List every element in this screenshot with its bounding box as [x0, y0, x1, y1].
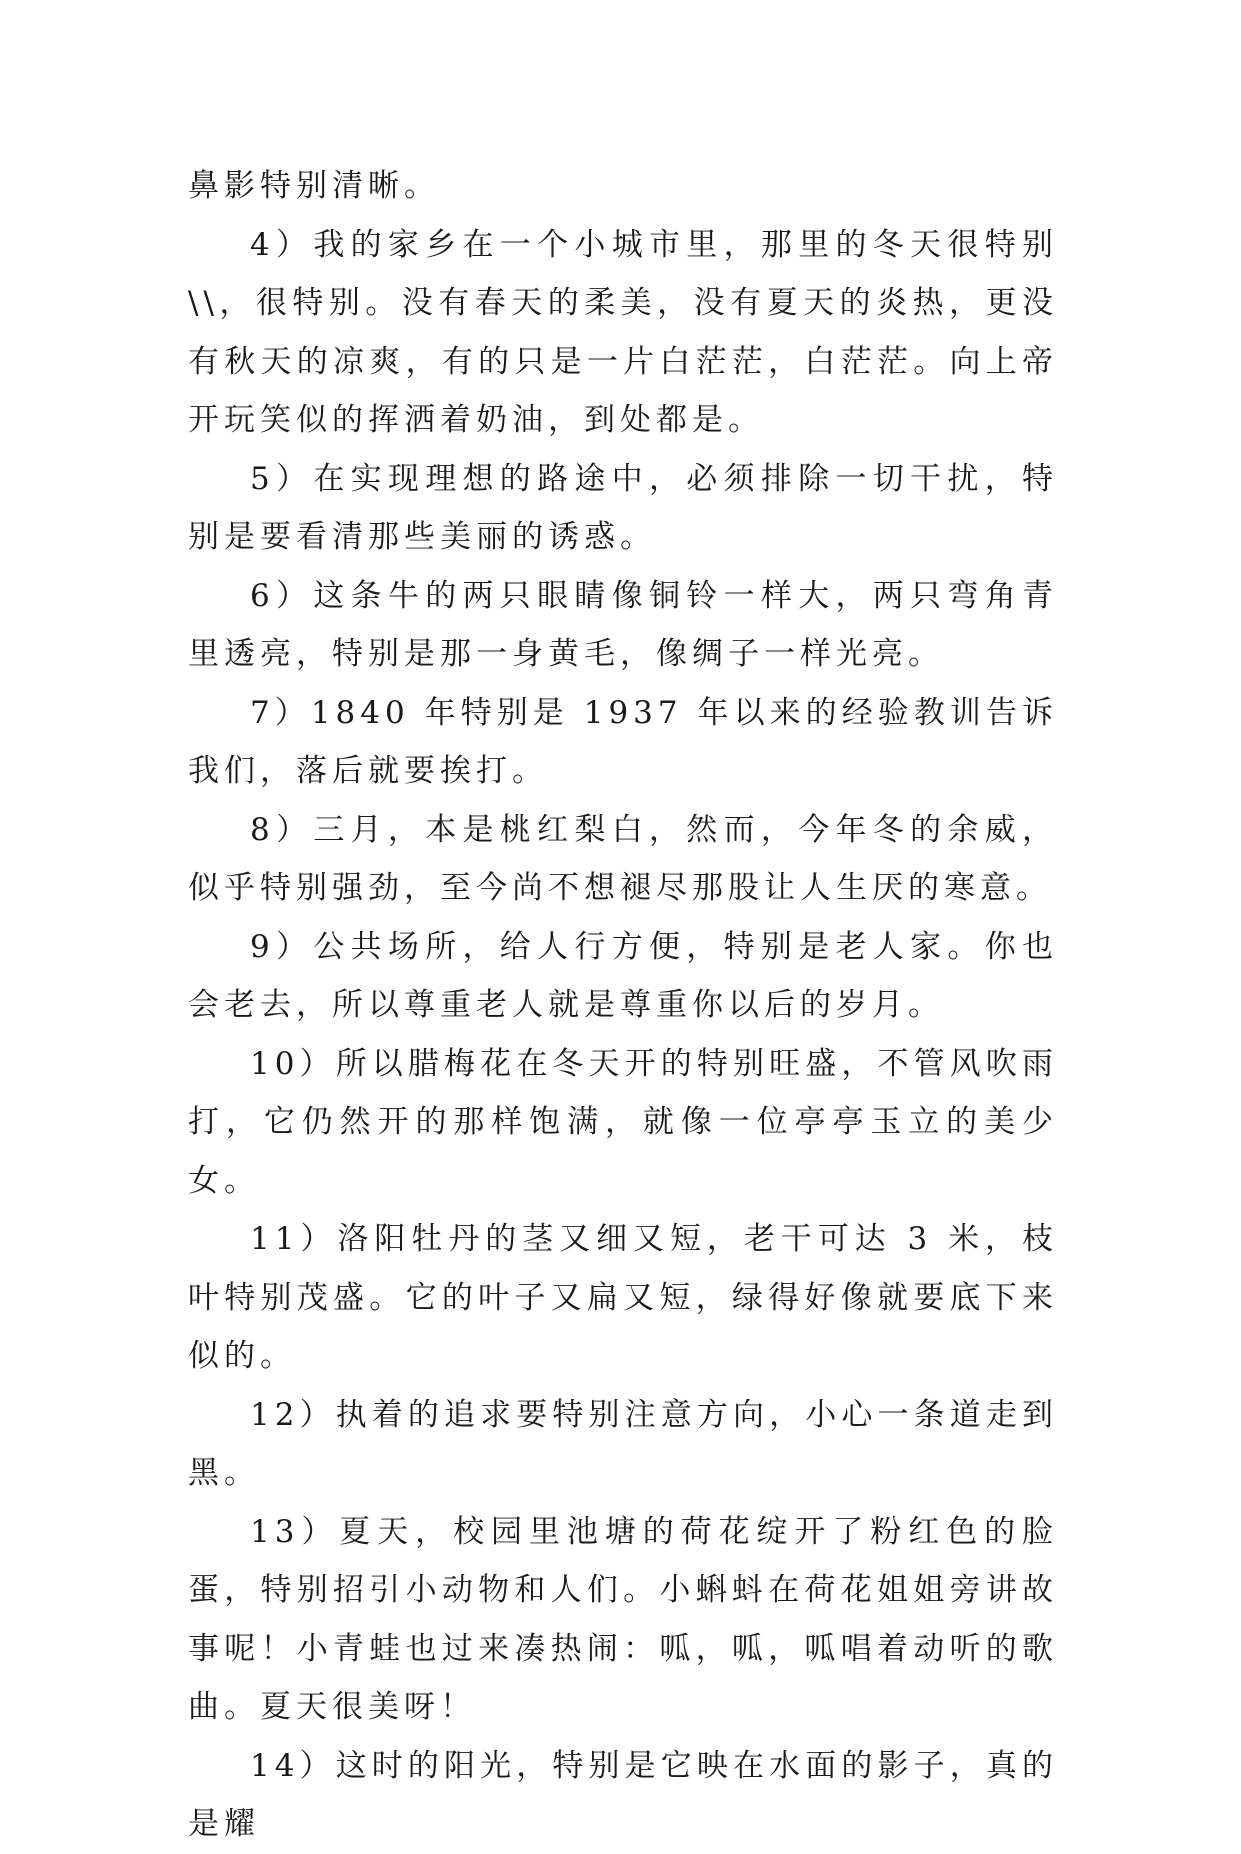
- paragraph-item-7: 7）1840 年特别是 1937 年以来的经验教训告诉我们，落后就要挨打。: [188, 694, 1058, 789]
- paragraph-item-13: 13）夏天，校园里池塘的荷花绽开了粉红色的脸蛋，特别招引小动物和人们。小蝌蚪在荷花姐姐旁讲故事呢！小青蛙也过来凑热闹：呱，呱，呱唱着动听的歌曲。夏天很美呀！: [188, 1513, 1058, 1725]
- paragraph-item-5: 5）在实现理想的路途中，必须排除一切干扰，特别是要看清那些美丽的诱惑。: [188, 460, 1058, 555]
- paragraph-item-14: 14）这时的阳光，特别是它映在水面的影子，真的是耀: [188, 1747, 1058, 1842]
- paragraph-item-4: 4）我的家乡在一个小城市里，那里的冬天很特别\\，很特别。没有春天的柔美，没有夏天的炎热，更没有秋天的凉爽，有的只是一片白茫茫，白茫茫。向上帝开玩笑似的挥洒着奶油，到处都是。: [188, 226, 1058, 438]
- paragraph-item-12: 12）执着的追求要特别注意方向，小心一条道走到黑。: [188, 1396, 1058, 1491]
- document-body: [188, 157, 1058, 1854]
- paragraph-item-11: 11）洛阳牡丹的茎又细又短，老干可达 3 米，枝叶特别茂盛。它的叶子又扁又短，绿得好像就要底下来似的。: [188, 1221, 1058, 1374]
- paragraph-continuation: 鼻影特别清晰。: [188, 168, 440, 204]
- paragraph-item-8: 8）三月，本是桃红梨白，然而，今年冬的余威，似乎特别强劲，至今尚不想褪尽那股让人生厌的寒意。: [188, 811, 1058, 906]
- paragraph-item-9: 9）公共场所，给人行方便，特别是老人家。你也会老去，所以尊重老人就是尊重你以后的岁月。: [188, 928, 1058, 1023]
- paragraph-item-6: 6）这条牛的两只眼睛像铜铃一样大，两只弯角青里透亮，特别是那一身黄毛，像绸子一样光亮。: [188, 577, 1058, 672]
- paragraph-item-10: 10）所以腊梅花在冬天开的特别旺盛，不管风吹雨打，它仍然开的那样饱满，就像一位亭亭玉立的美少女。: [188, 1045, 1058, 1199]
